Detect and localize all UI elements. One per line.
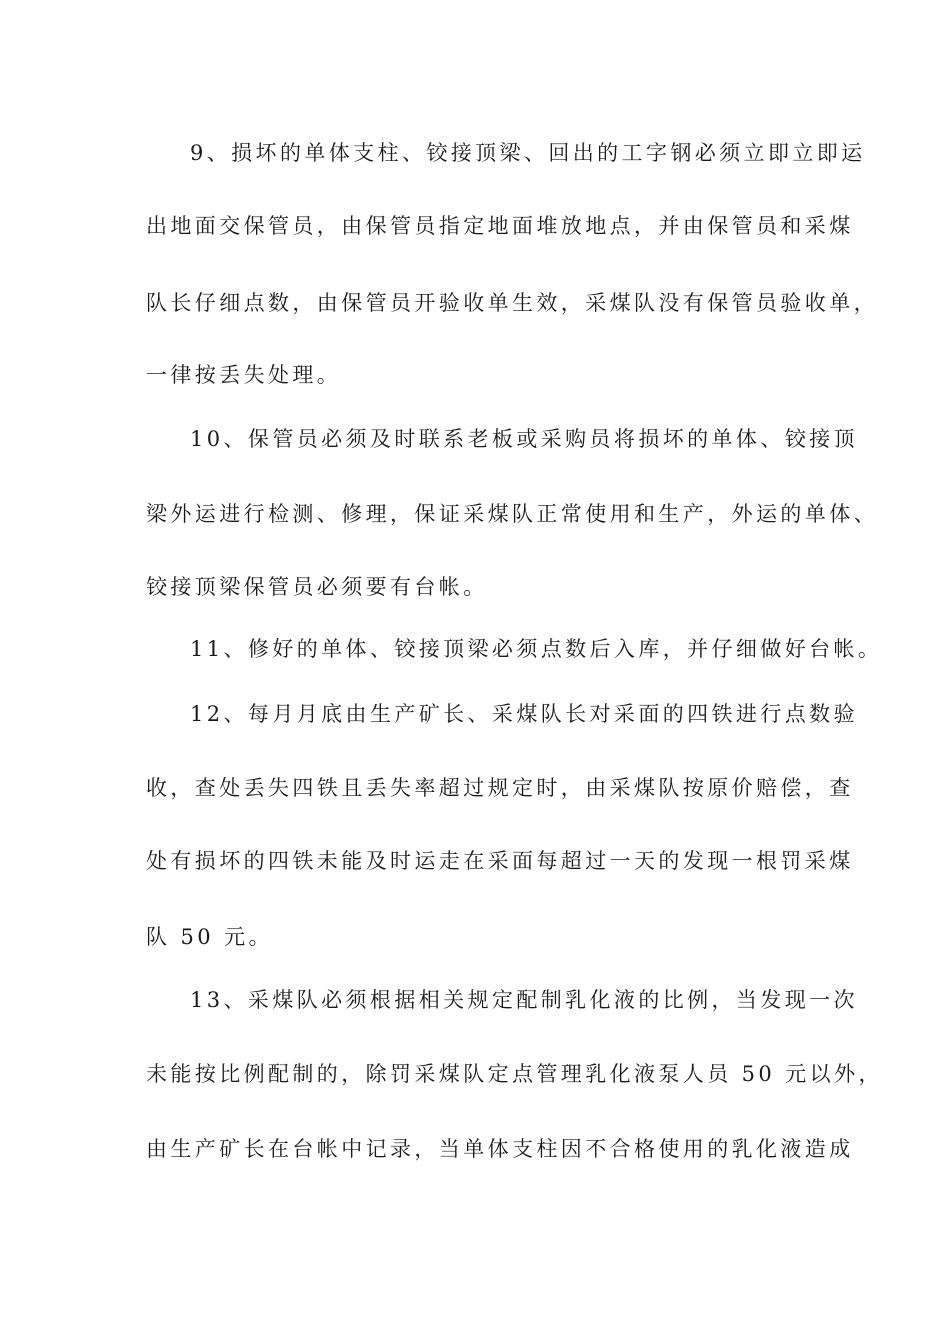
paragraph-12-line-2: 收，查处丢失四铁且丢失率超过规定时，由采煤队按原价赔偿，查 <box>146 776 854 800</box>
paragraph-12-line-4: 队 50 元。 <box>146 925 273 949</box>
paragraph-12-line-1: 12、每月月底由生产矿长、采煤队长对采面的四铁进行点数验 <box>190 702 858 726</box>
paragraph-10-line-3: 铰接顶梁保管员必须要有台帐。 <box>146 575 488 599</box>
paragraph-13-line-1: 13、采煤队必须根据相关规定配制乳化液的比例，当发现一次 <box>190 988 858 1012</box>
paragraph-9-line-3: 队长仔细点数，由保管员开验收单生效，采煤队没有保管员验收单， <box>146 291 878 315</box>
paragraph-11-line-1: 11、修好的单体、铰接顶梁必须点数后入库，并仔细做好台帐。 <box>190 637 883 661</box>
paragraph-13-line-3: 由生产矿长在台帐中记录，当单体支柱因不合格使用的乳化液造成 <box>146 1137 854 1161</box>
paragraph-12-line-3: 处有损坏的四铁未能及时运走在采面每超过一天的发现一根罚采煤 <box>146 849 854 873</box>
paragraph-10-line-2: 梁外运进行检测、修理，保证采煤队正常使用和生产，外运的单体、 <box>146 502 878 526</box>
paragraph-9-line-2: 出地面交保管员，由保管员指定地面堆放地点，并由保管员和采煤 <box>146 214 854 238</box>
paragraph-9-line-4: 一律按丢失处理。 <box>146 363 342 387</box>
paragraph-13-line-2: 未能按比例配制的，除罚采煤队定点管理乳化液泵人员 50 元以外， <box>146 1062 883 1086</box>
paragraph-10-line-1: 10、保管员必须及时联系老板或采购员将损坏的单体、铰接顶 <box>190 427 858 451</box>
paragraph-9-line-1: 9、损坏的单体支柱、铰接顶梁、回出的工字钢必须立即立即运 <box>190 141 866 165</box>
